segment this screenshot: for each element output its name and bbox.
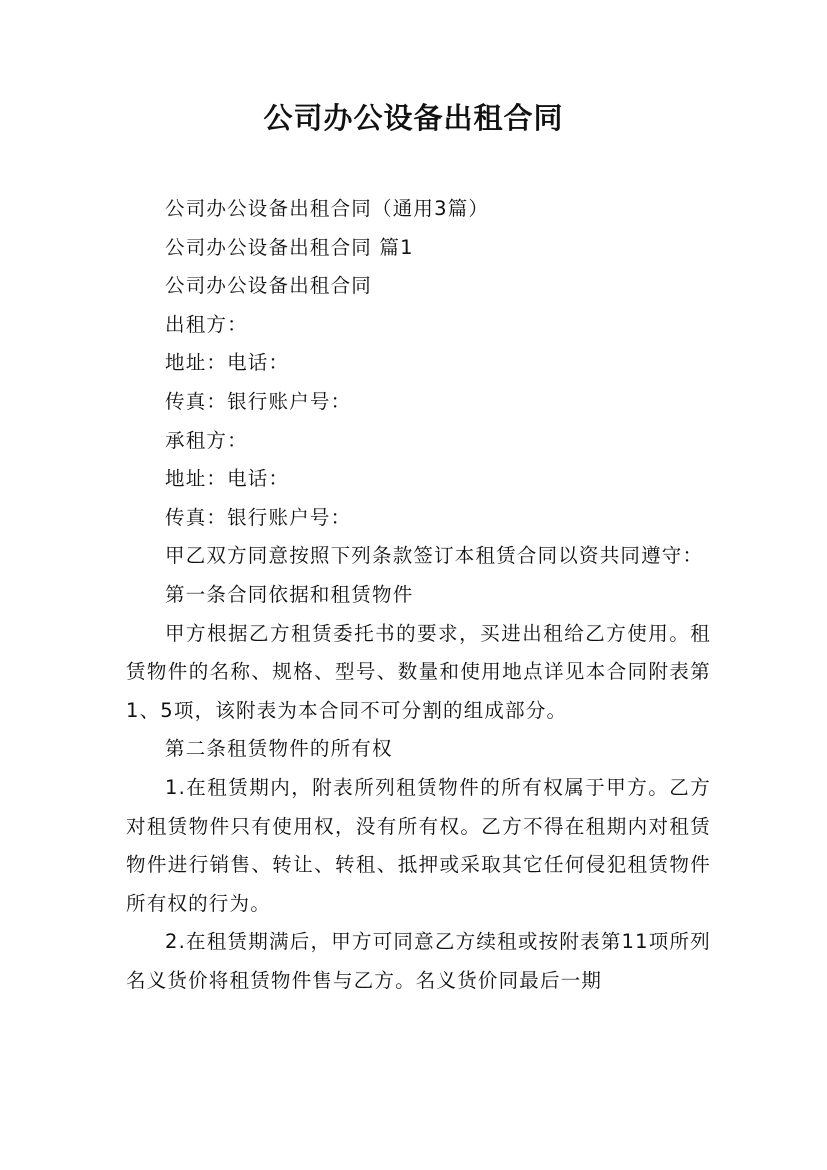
paragraph-article-2-heading: 第二条租赁物件的所有权 [165,737,393,761]
paragraph-article-2-clause-2: 2.在租赁期满后，甲方可同意乙方续租或按附表第11项所列名义货价将租赁物件售与乙方。名义货价同最后一期 [126,930,711,992]
paragraph-lessor: 出租方： [165,312,248,336]
paragraph-article-1-heading: 第一条合同依据和租赁物件 [165,582,414,606]
paragraph-lessee-address: 地址：电话： [165,467,290,491]
paragraph-part-heading: 公司办公设备出租合同 篇1 [165,235,414,259]
paragraph-lessee: 承租方： [165,428,248,452]
paragraph-article-1-body: 甲方根据乙方租赁委托书的要求，买进出租给乙方使用。租赁物件的名称、规格、型号、数量和使用地点详见本合同附表第1、5项，该附表为本合同不可分割的组成部分。 [126,621,711,722]
document-title: 公司办公设备出租合同 [263,101,564,135]
paragraph-lessee-fax: 传真：银行账户号： [165,505,352,529]
paragraph-article-2-clause-1: 1.在租赁期内，附表所列租赁物件的所有权属于甲方。乙方对租赁物件只有使用权，没有所有权。乙方不得在租期内对租赁物件进行销售、转让、转租、抵押或采取其它任何侵犯租赁物件所有权的行为。 [126,775,711,915]
paragraph-agreement: 甲乙双方同意按照下列条款签订本租赁合同以资共同遵守： [165,544,704,568]
paragraph-lessor-address: 地址：电话： [165,351,290,375]
paragraph-lessor-fax: 传真：银行账户号： [165,389,352,413]
document-body [126,190,711,1000]
paragraph-subtitle: 公司办公设备出租合同（通用3篇） [165,197,490,220]
paragraph-contract-name: 公司办公设备出租合同 [165,274,373,298]
